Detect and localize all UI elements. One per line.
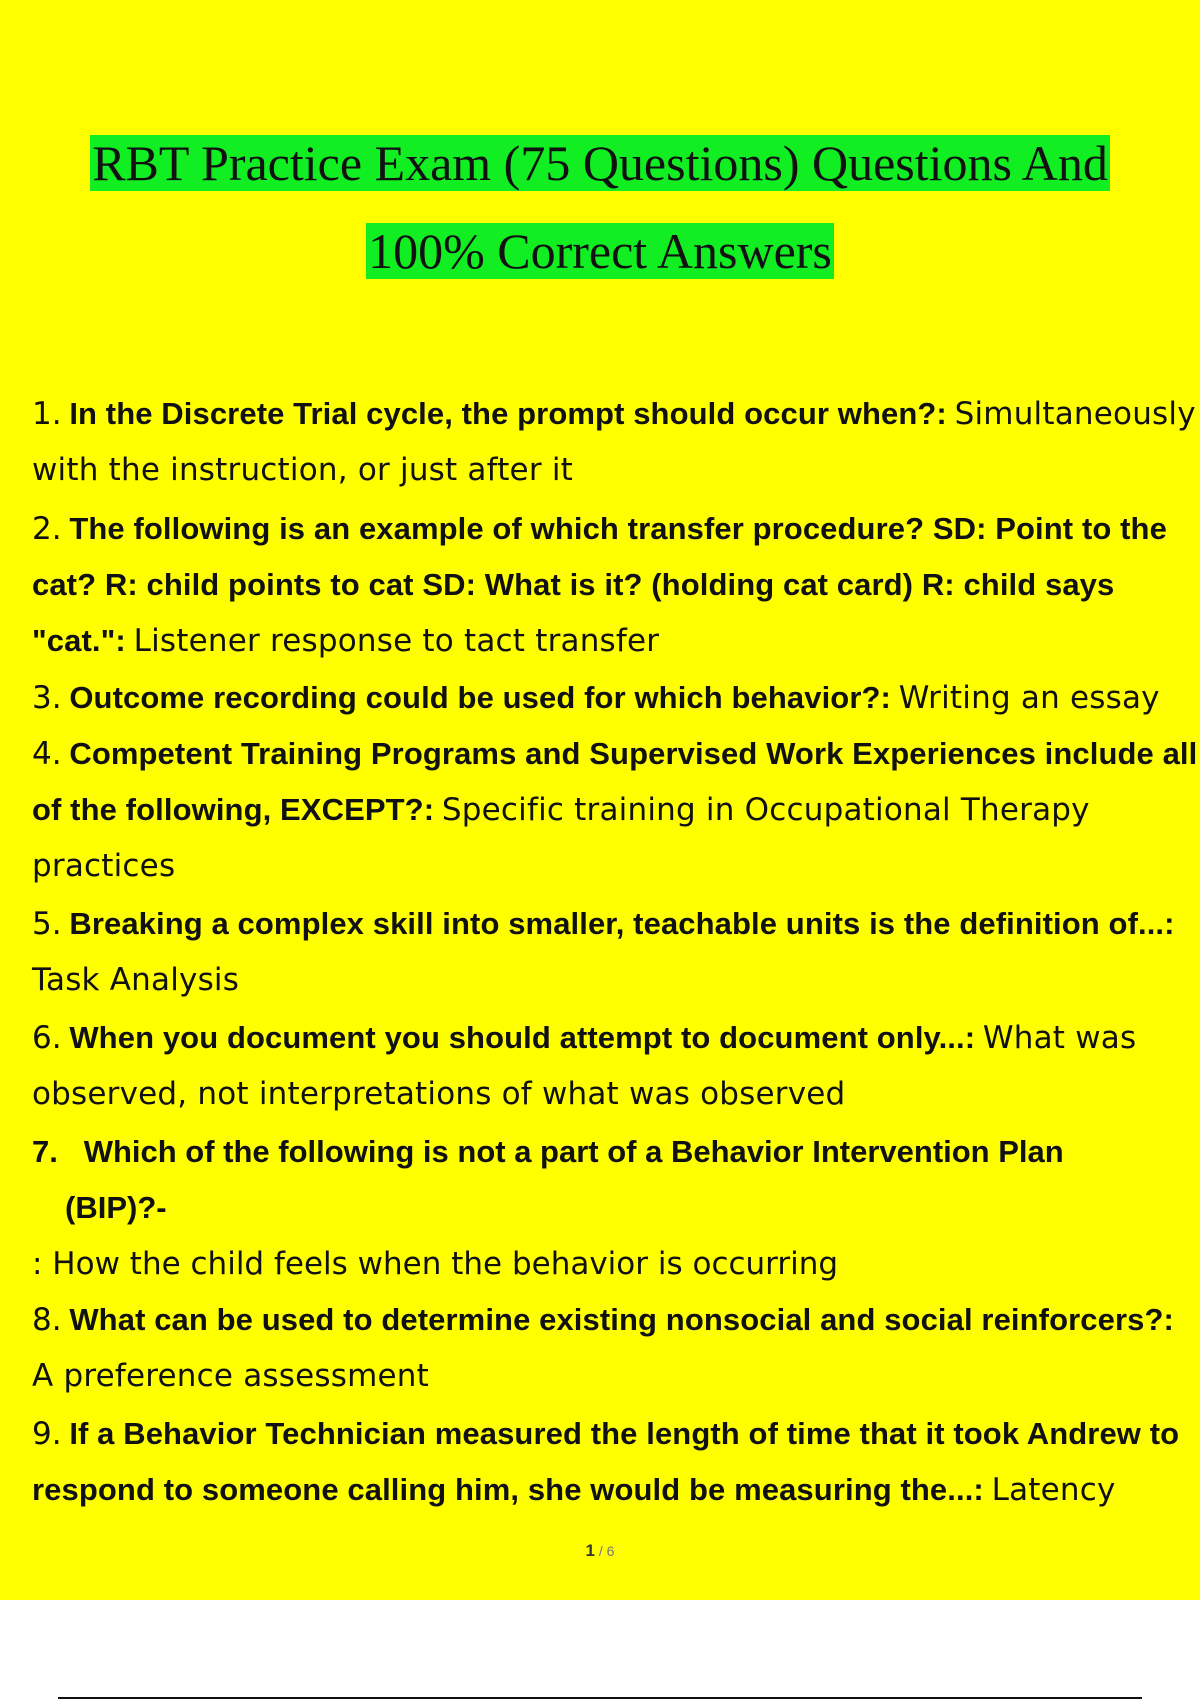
item-number: 6. xyxy=(32,1020,62,1056)
document-title-line-1 xyxy=(0,134,1200,192)
qa-item-2 xyxy=(32,501,1200,669)
question-text: If a Behavior Technician measured the length of time that it took Andrew to respond to someone calling him, she would be measuring the...: xyxy=(32,1416,1180,1507)
qa-item-6 xyxy=(32,1010,1200,1122)
item-number: 9. xyxy=(32,1416,62,1452)
item-number: 7. xyxy=(32,1134,58,1169)
item-number: 2. xyxy=(32,511,62,547)
page-number xyxy=(0,1541,1200,1561)
qa-item-1 xyxy=(32,386,1200,498)
answer-text: Listener response to tact transfer xyxy=(133,623,660,659)
qa-item-8 xyxy=(32,1292,1200,1404)
qa-item-5 xyxy=(32,896,1200,1008)
qa-item-7-answer xyxy=(32,1236,838,1292)
item-number: 1. xyxy=(32,396,62,432)
question-text: In the Discrete Trial cycle, the prompt should occur when?: xyxy=(69,396,947,431)
page-divider xyxy=(58,1697,1142,1699)
question-text: The following is an example of which transfer procedure? SD: Point to the cat? R: child points to cat SD: What is it? (holding cat card) R: child says "cat.": xyxy=(32,511,1167,658)
question-text: Competent Training Programs and Supervised Work Experiences include all of the following, EXCEPT?: xyxy=(32,736,1198,827)
title-highlight-2: 100% Correct Answers xyxy=(368,223,832,279)
title-highlight-1: RBT Practice Exam (75 Questions) Questions And xyxy=(92,135,1108,191)
qa-item-7-question-line-1 xyxy=(32,1124,1064,1180)
answer-text: What was observed, not interpretations of what was observed xyxy=(32,1020,1137,1112)
item-number: 8. xyxy=(32,1302,62,1338)
item-number: 4. xyxy=(32,736,62,772)
answer-text: A preference assessment xyxy=(32,1358,429,1394)
question-text: When you document you should attempt to document only...: xyxy=(69,1020,976,1055)
question-text: What can be used to determine existing nonsocial and social reinforcers?: xyxy=(69,1302,1174,1337)
question-text: Which of the following is not a part of a Behavior Intervention Plan xyxy=(83,1134,1064,1169)
total-pages: 6 xyxy=(606,1543,615,1559)
answer-text: Task Analysis xyxy=(32,962,240,998)
question-text: Outcome recording could be used for which behavior?: xyxy=(69,680,891,715)
answer-text: Latency xyxy=(991,1472,1116,1508)
question-text-continued: (BIP)?- xyxy=(65,1190,167,1225)
document-title-line-2 xyxy=(0,222,1200,280)
item-number: 3. xyxy=(32,680,62,716)
answer-text: Specific training in Occupational Therapy practices xyxy=(32,792,1090,884)
qa-item-4 xyxy=(32,726,1200,894)
page-separator: / xyxy=(595,1543,607,1559)
item-number: 5. xyxy=(32,906,62,942)
answer-text: : How the child feels when the behavior is occurring xyxy=(32,1246,839,1282)
answer-text: Simultaneously with the instruction, or just after it xyxy=(32,396,1196,488)
current-page: 1 xyxy=(585,1541,595,1560)
question-text: Breaking a complex skill into smaller, teachable units is the definition of...: xyxy=(69,906,1175,941)
answer-text: Writing an essay xyxy=(898,680,1160,716)
qa-item-3 xyxy=(32,670,1200,726)
qa-item-7-question-line-2 xyxy=(65,1180,167,1236)
qa-item-9 xyxy=(32,1406,1200,1518)
